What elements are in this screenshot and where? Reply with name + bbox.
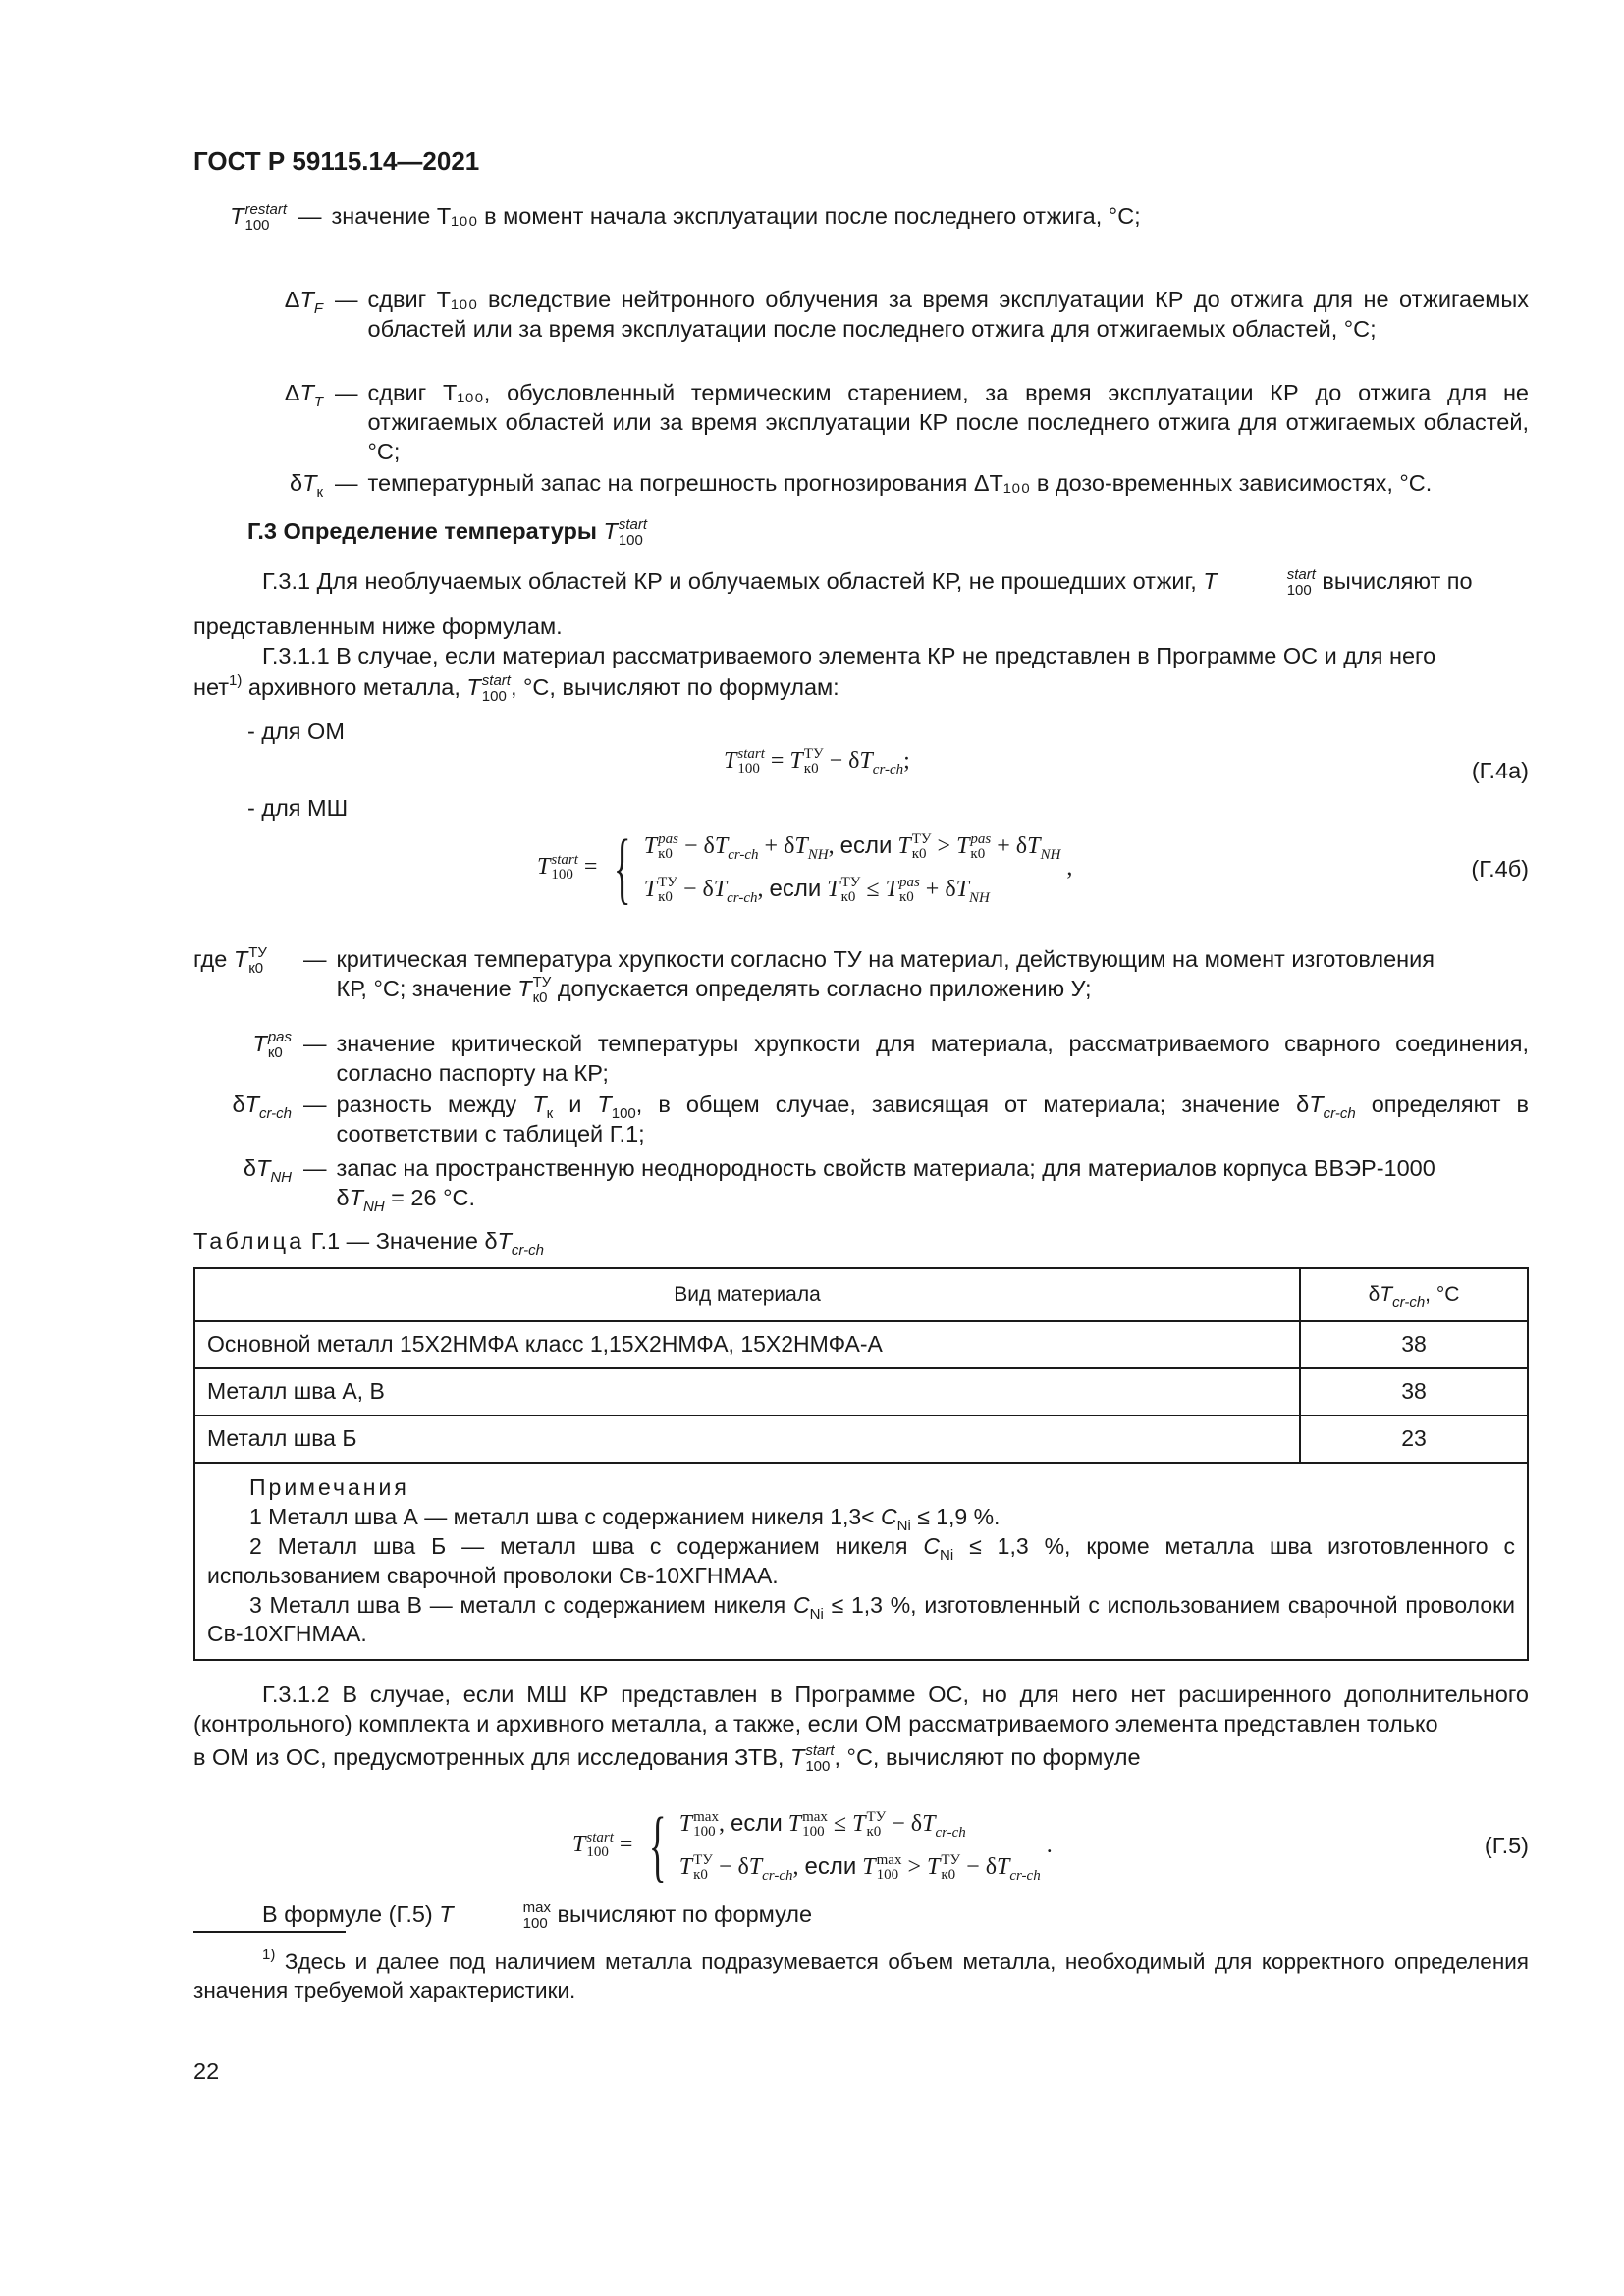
formula-g4b: T start 100 = { T pas к0 − $\delta T_{cr-ch} + \delta T_{NH}$, если T ТУ к0 > T pas к0 + $\delta T_{NH}$ T ТУ к0 − $\delta T_{cr-ch}$, если T ТУ к0 ≤ T pas к0 + $\delta T_{NH}$ ,: [537, 823, 1073, 912]
equation-number: (Г.4б): [1471, 856, 1529, 881]
table-row: [194, 1368, 1528, 1415]
definition-text: сдвиг T₁₀₀, обусловленный термическим старением, за время эксплуатации КР до отжига для не отжигаемых областей или за время эксплуатации КР после последнего отжига для отжигаемых областей, °С;: [367, 380, 1529, 465]
definition-delta-tf: $\Delta T_F$ — сдвиг T₁₀₀ вследствие нейтронного облучения за время эксплуатации КР до отжига для не отжигаемых областей или за время эксплуатации после последнего отжига для отжигаемых областей, °С;: [193, 285, 1529, 344]
definition-text: температурный запас на погрешность прогнозирования ΔT₁₀₀ в дозо-временных зависимостях, °С.: [367, 470, 1433, 496]
symbol: T restart 100: [230, 201, 287, 234]
definition-delta-tk: $\delta T_к$ — температурный запас на погрешность прогнозирования ΔT₁₀₀ в дозо-временных зависимостях, °С.: [193, 468, 1529, 498]
definition-delta-tnh: $\delta T_{NH}$ — запас на пространственную неоднородность свойств материала; для материалов корпуса ВВЭР-1000 $\delta T_{NH} = 26$ °С.: [243, 1155, 1435, 1216]
paragraph-g31: Г.3.1 Для необлучаемых областей КР и облучаемых областей КР, не прошедших отжиг, T start 100 вычисляют по: [262, 566, 1473, 599]
paragraph-g312-cont: в ОМ из ОС, предусмотренных для исследования ЗТВ, T start 100 , °С, вычисляют по формуле: [193, 1742, 1141, 1775]
table-header-row: [194, 1268, 1528, 1321]
paragraph-g311-cont: нет$^{1)}$ архивного металла, T start 100 , °С, вычисляют по формулам:: [193, 672, 839, 705]
cell-value: 38: [1300, 1368, 1528, 1415]
table-row: [194, 1321, 1528, 1368]
definition-tk0-pas: T pas к0 — значение критической температуры хрупкости для материала, рассматриваемого сварного соединения, согласно паспорту на КР;: [252, 1029, 1529, 1087]
table-row: [194, 1415, 1528, 1463]
cell-value: 23: [1300, 1415, 1528, 1463]
label-for-msh: - для МШ: [247, 795, 349, 821]
table-notes-row: [194, 1463, 1528, 1660]
paragraph-g31-cont: представленным ниже формулам.: [193, 614, 563, 639]
definition-delta-tt: $\Delta T_T$ — сдвиг T₁₀₀, обусловленный термическим старением, за время эксплуатации КР до отжига для не отжигаемых областей или за время эксплуатации КР после последнего отжига для отжигаемых областей, °С;: [193, 378, 1529, 466]
table-caption: Таблица Г.1 — Значение $\delta T_{cr-ch}$: [193, 1228, 544, 1258]
material-table: [193, 1267, 1529, 1661]
cell-material: Металл шва А, В: [194, 1368, 1300, 1415]
document-page: [193, 0, 1529, 2296]
paragraph-g311: Г.3.1.1 В случае, если материал рассматриваемого элемента КР не представлен в Программе ОС и для него: [262, 643, 1436, 668]
label-for-om: - для ОМ: [247, 719, 345, 744]
document-header: ГОСТ Р 59115.14—2021: [193, 146, 480, 176]
table-notes: Примечания 1 Металл шва А — металл шва с содержанием никеля $1,3< C_{Ni} \le 1,9$ %. 2 Металл шва Б — металл шва с содержанием никеля $C_{Ni} \le 1,3$ %, кроме металла шва изготовленного с использованием сварочной проволоки Св-10ХГНМАА. 3 Металл шва В — металл с содержанием никеля $C_{Ni} \le 1,3$ %, изготовленный с использованием сварочной проволоки Св-10ХГНМАА.: [194, 1463, 1528, 1660]
definition-delta-tcr-ch: $\delta T_{cr-ch}$ — разность между $T_к$ и $T_{100}$, в общем случае, зависящая от материала; значение $\delta T_{cr-ch}$ определяют в соответствии с таблицей Г.1;: [232, 1092, 1529, 1148]
footnote: $^{1)}$ Здесь и далее под наличием металла подразумевается объем металла, необходимый для корректного определения значения требуемой характеристики.: [193, 1947, 1529, 2002]
column-header-material: Вид материала: [194, 1268, 1300, 1321]
equation-number: (Г.4а): [1471, 758, 1529, 783]
paragraph-g312: Г.3.1.2 В случае, если МШ КР представлен в Программе ОС, но для него нет расширенного дополнительного (контрольного) комплекта и архивного металла, а также, если ОМ рассматриваемого элемента представлен только: [193, 1682, 1529, 1737]
column-header-value: $\delta T_{cr-ch}$, °С: [1300, 1268, 1528, 1321]
page-number: 22: [193, 2058, 220, 2084]
definition-text: значение T₁₀₀ в момент начала эксплуатации после последнего отжига, °С;: [331, 203, 1141, 229]
footnote-separator: [193, 1931, 346, 1933]
definition-t100-restart: T restart 100 — значение T₁₀₀ в момент начала эксплуатации после последнего отжига, °С;: [193, 201, 1529, 234]
cell-value: 38: [1300, 1321, 1528, 1368]
formula-g5: T start 100 = { T max 100 , если T max 100 ≤ T ТУ к0 − $\delta T_{cr-ch}$ T ТУ к0 − $\delta T_{cr-ch}$, если T max 100 > T ТУ к0 − $\delta T_{cr-ch}$ .: [572, 1800, 1053, 1890]
cell-material: Металл шва Б: [194, 1415, 1300, 1463]
cell-material: Основной металл 15Х2НМФА класс 1,15Х2НМФА, 15Х2НМФА-А: [194, 1321, 1300, 1368]
paragraph-formula-g5: В формуле (Г.5) T max 100 вычисляют по формуле: [262, 1899, 813, 1932]
definition-text: сдвиг T₁₀₀ вследствие нейтронного облучения за время эксплуатации КР до отжига для не отжигаемых областей или за время эксплуатации после последнего отжига для отжигаемых областей, °С;: [367, 287, 1529, 343]
equation-number: (Г.5): [1484, 1833, 1529, 1858]
section-heading: Г.3 Определение температуры T start 100: [247, 516, 648, 549]
formula-g4a: T start 100 = T ТУ к0 − $\delta T_{cr-ch}$;: [724, 745, 910, 777]
definition-tk0-tu: где T ТУ к0 — критическая температура хрупкости согласно ТУ на материал, действующим на момент изготовления КР, °С; значение T ТУ к0 допускается определять согласно приложению У;: [193, 944, 1435, 1006]
